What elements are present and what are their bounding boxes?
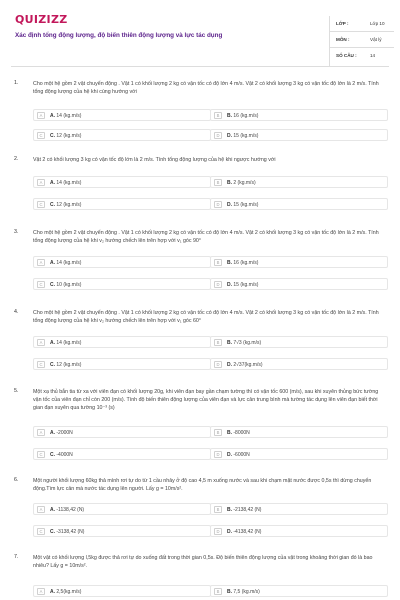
option-c[interactable] xyxy=(33,358,211,370)
worksheet-meta xyxy=(329,16,393,66)
option-letter: C xyxy=(37,451,45,458)
option-letter-label: A. xyxy=(50,180,55,186)
question-text: Một người khối lượng 60kg thả mình rơi tự do từ 1 cầu nhảy ở độ cao 4,5 m xuống nước và sau khi chạm mặt nước được 0,5s thì dừng chuyển động.Tìm lực cản mà nước tác dụng lên người. Lấy g = 10m/s². xyxy=(33,478,372,493)
option-d[interactable] xyxy=(210,278,388,290)
option-text: 16 (kg.m/s) xyxy=(233,113,259,119)
question-5 xyxy=(11,388,389,470)
option-letter-label: A. xyxy=(50,260,55,266)
question-2 xyxy=(11,156,389,212)
option-letter-label: D. xyxy=(227,133,232,139)
option-letter-label: A. xyxy=(50,589,55,595)
option-letter: C xyxy=(37,281,45,288)
option-a[interactable] xyxy=(33,176,211,188)
option-letter-label: D. xyxy=(227,452,232,458)
meta-row-count xyxy=(330,48,394,64)
option-a[interactable] xyxy=(33,426,211,438)
option-c[interactable] xyxy=(33,129,211,141)
option-letter: B xyxy=(214,588,222,595)
meta-row-subject xyxy=(330,32,394,48)
option-letter-label: A. xyxy=(50,340,55,346)
option-text: 16 (kg.m/s) xyxy=(233,260,259,266)
option-text: -4000N xyxy=(56,452,73,458)
meta-key: LỚP : xyxy=(336,21,349,26)
option-letter-label: B. xyxy=(227,589,232,595)
option-letter: C xyxy=(37,528,45,535)
option-c[interactable] xyxy=(33,198,211,210)
option-text: 2√37(kg.m/s) xyxy=(233,362,263,368)
option-b[interactable] xyxy=(210,336,388,348)
option-d[interactable] xyxy=(210,525,388,537)
option-a[interactable] xyxy=(33,336,211,348)
option-text: 12 (kg.m/s) xyxy=(56,362,82,368)
option-text: 2,5(kg.m/s) xyxy=(56,589,82,595)
question-number: 5. xyxy=(14,388,19,394)
option-letter: D xyxy=(214,281,222,288)
option-d[interactable] xyxy=(210,129,388,141)
option-letter-label: C. xyxy=(50,452,55,458)
question-text: Cho một hệ gồm 2 vật chuyển động . Vật 1 có khối lượng 2 kg có vận tốc có độ lớn 4 m/s. Vật 2 có khối lượng 3 kg có vận tốc độ lớn là 2 m/s. Tính tổng động lượng của hệ khi cùng hướng với xyxy=(33,81,379,96)
option-b[interactable] xyxy=(210,176,388,188)
option-c[interactable] xyxy=(33,278,211,290)
question-number: 7. xyxy=(14,554,19,560)
question-number: 4. xyxy=(14,309,19,315)
option-text: 15 (kg.m/s) xyxy=(233,282,259,288)
option-text: 14 (kg.m/s) xyxy=(56,113,82,119)
question-6 xyxy=(11,477,389,543)
option-letter-label: D. xyxy=(227,202,232,208)
question-number: 1. xyxy=(14,80,19,86)
question-text: Cho một hệ gồm 2 vật chuyển động . Vật 1 có khối lượng 2 kg có vận tốc có độ lớn 4 m/s. Vật 2 có khối lượng 3 kg có vận tốc độ lớn là 2 m/s. Tính tổng động lượng của hệ khi v₂ hướng chếch lên trên hợp với v₁ góc 90° xyxy=(33,230,379,245)
option-c[interactable] xyxy=(33,525,211,537)
meta-value: 14 xyxy=(370,53,376,58)
option-letter: B xyxy=(214,259,222,266)
option-text: -4138,42 (N) xyxy=(233,529,262,535)
option-letter: A xyxy=(37,588,45,595)
option-letter-label: C. xyxy=(50,133,55,139)
option-b[interactable] xyxy=(210,426,388,438)
option-letter: B xyxy=(214,506,222,513)
question-text: Một xạ thủ bắn tia từ xa với viên đạn có khối lượng 20g, khi viên đạn bay gần chạm tường thì có vận tốc 600 (m/s), sau khi xuyên thủng bức tường vận tốc của viên đạn chỉ còn 200 (m/s). Tính độ biến thiên động lượng của viên đạn và lực cản trung bình mà tường tác dụng lên viên đạn biết thời gian đạn xuyên qua tường 10⁻³ (s) xyxy=(33,389,379,412)
option-a[interactable] xyxy=(33,256,211,268)
option-text: -3138,42 (N) xyxy=(56,529,85,535)
option-letter: D xyxy=(214,201,222,208)
question-1 xyxy=(11,80,389,140)
option-text: 7,5 (kg.m/s) xyxy=(233,589,260,595)
option-letter: A xyxy=(37,179,45,186)
option-letter-label: B. xyxy=(227,180,232,186)
option-text: 14 (kg.m/s) xyxy=(56,180,82,186)
option-a[interactable] xyxy=(33,109,211,121)
option-letter: B xyxy=(214,179,222,186)
option-letter-label: C. xyxy=(50,282,55,288)
worksheet-header xyxy=(11,8,389,66)
option-text: 14 (kg.m/s) xyxy=(56,340,82,346)
option-letter-label: D. xyxy=(227,362,232,368)
option-letter-label: A. xyxy=(50,507,55,513)
option-letter: A xyxy=(37,259,45,266)
option-text: 7√3 (kg.m/s) xyxy=(233,340,262,346)
option-text: -1138,42 (N) xyxy=(56,507,85,513)
option-letter-label: B. xyxy=(227,507,232,513)
option-text: 15 (kg.m/s) xyxy=(233,133,259,139)
option-letter-label: C. xyxy=(50,202,55,208)
option-text: -8000N xyxy=(233,430,250,436)
question-7 xyxy=(11,554,389,598)
option-letter-label: B. xyxy=(227,340,232,346)
option-text: 12 (kg.m/s) xyxy=(56,202,82,208)
meta-row-class xyxy=(330,16,394,32)
option-letter: D xyxy=(214,361,222,368)
header-divider xyxy=(11,66,389,67)
option-letter: A xyxy=(37,339,45,346)
option-d[interactable] xyxy=(210,358,388,370)
meta-value: Lớp 10 xyxy=(370,21,385,26)
option-text: 14 (kg.m/s) xyxy=(56,260,82,266)
option-c[interactable] xyxy=(33,448,211,460)
option-letter-label: B. xyxy=(227,113,232,119)
option-d[interactable] xyxy=(210,448,388,460)
option-text: 10 (kg.m/s) xyxy=(56,282,82,288)
option-letter-label: D. xyxy=(227,282,232,288)
option-letter: D xyxy=(214,528,222,535)
option-letter-label: B. xyxy=(227,430,232,436)
option-b[interactable] xyxy=(210,503,388,515)
option-letter: D xyxy=(214,451,222,458)
worksheet-title: Xác định tổng động lượng, độ biến thiên động lượng và lực tác dụng xyxy=(15,32,223,39)
option-letter: A xyxy=(37,429,45,436)
question-number: 6. xyxy=(14,477,19,483)
option-letter: C xyxy=(37,201,45,208)
option-a[interactable] xyxy=(33,503,211,515)
option-text: 12 (kg.m/s) xyxy=(56,133,82,139)
option-letter-label: B. xyxy=(227,260,232,266)
option-b[interactable] xyxy=(210,585,388,597)
quizizz-logo: QUIZIZZ xyxy=(15,13,68,26)
option-b[interactable] xyxy=(210,256,388,268)
option-b[interactable] xyxy=(210,109,388,121)
option-letter-label: A. xyxy=(50,430,55,436)
option-text: -2000N xyxy=(56,430,73,436)
option-text: -2138,42 (N) xyxy=(233,507,262,513)
meta-value: Vật lý xyxy=(370,37,382,42)
question-text: Cho một hệ gồm 2 vật chuyển động . Vật 1 có khối lượng 2 kg có vận tốc có độ lớn 4 m/s. Vật 2 có khối lượng 3 kg có vận tốc độ lớn là 2 m/s. Tính tổng động lượng của hệ khi v₂ hướng chếch lên trên hợp với v₁ góc 60° xyxy=(33,310,379,325)
option-letter: B xyxy=(214,339,222,346)
meta-key: SỐ CÂU : xyxy=(336,53,357,58)
option-text: -6000N xyxy=(233,452,250,458)
option-a[interactable] xyxy=(33,585,211,597)
option-text: 15 (kg.m/s) xyxy=(233,202,259,208)
option-letter-label: C. xyxy=(50,529,55,535)
option-letter: C xyxy=(37,361,45,368)
question-number: 3. xyxy=(14,229,19,235)
option-letter: D xyxy=(214,132,222,139)
option-letter: C xyxy=(37,132,45,139)
option-letter-label: A. xyxy=(50,113,55,119)
meta-key: MÔN : xyxy=(336,37,350,42)
question-3 xyxy=(11,229,389,295)
option-letter: B xyxy=(214,429,222,436)
question-number: 2. xyxy=(14,156,19,162)
question-4 xyxy=(11,309,389,375)
option-letter-label: C. xyxy=(50,362,55,368)
question-text: Vật 2 có khối lượng 3 kg có vận tốc độ lớn là 2 m/s. Tính tổng động lượng của hệ khi ngược hướng với xyxy=(33,157,276,163)
option-letter: A xyxy=(37,112,45,119)
option-text: 2 (kg.m/s) xyxy=(233,180,256,186)
option-letter: A xyxy=(37,506,45,513)
option-letter: B xyxy=(214,112,222,119)
question-text: Một vật có khối lượng l,5kg được thả rơi tự do xuống đất trong thời gian 0,5s. Độ biến thiên động lượng của vật trong khoảng thời gian đó là bao nhiêu? Lấy g = 10m/s². xyxy=(33,555,373,570)
option-letter-label: D. xyxy=(227,529,232,535)
option-d[interactable] xyxy=(210,198,388,210)
